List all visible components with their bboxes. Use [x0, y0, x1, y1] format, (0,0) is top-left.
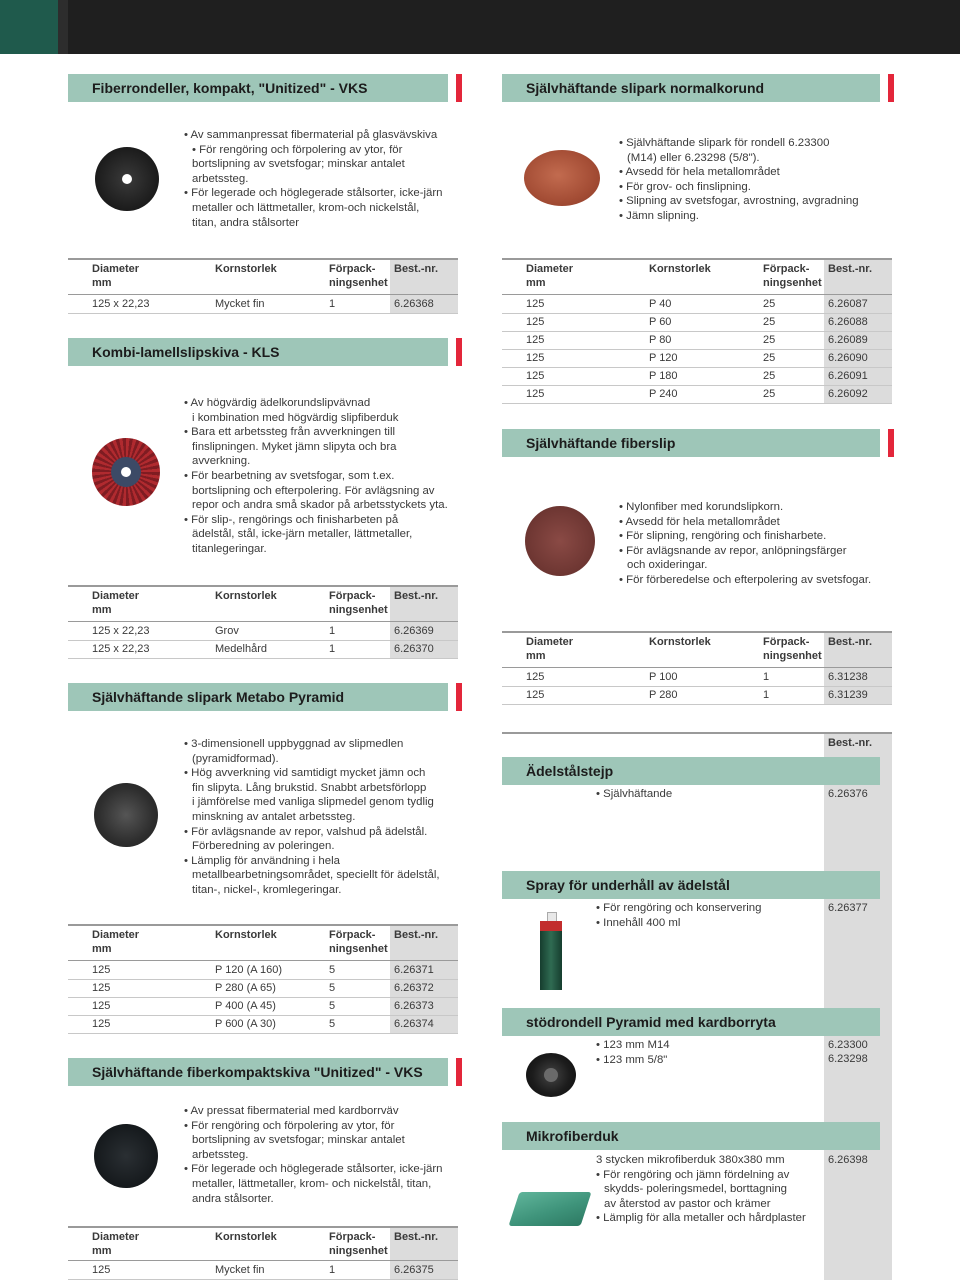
- feature-line: • Lämplig för alla metaller och hårdplaster: [596, 1212, 806, 1225]
- feature-line: fin slipyta. Lång brukstid. Snabbt arbetsförlopp: [192, 781, 427, 794]
- spray-can-image: [540, 912, 562, 990]
- feature-line: ädelstål, stål, icke-järn metaller, lättmetaller,: [192, 528, 413, 541]
- col-order: Best.-nr.: [394, 590, 439, 602]
- feature-line: • Av högvärdig ädelkorundslipvävnad: [184, 397, 371, 409]
- section-header-stodrondell: [502, 1008, 880, 1036]
- feature-list-s3: [184, 737, 440, 898]
- red-accent-bar: [456, 1058, 462, 1086]
- col-grit: Kornstorlek: [649, 263, 711, 275]
- top-bar-separator: [58, 0, 68, 54]
- table-row: 125 P 60 25 6.26088: [502, 313, 892, 332]
- feature-line: metaller, lättmetaller, krom- och nickelstål, titan,: [192, 1177, 432, 1190]
- backing-pad-image: [526, 1053, 576, 1097]
- feature-line: • Lämplig för användning i hela: [184, 854, 340, 867]
- col-order: Best.-nr.: [394, 929, 439, 941]
- red-accent-bar: [888, 74, 894, 102]
- feature-list-s4: [184, 1104, 443, 1206]
- red-accent-bar: [456, 683, 462, 711]
- feature-line: • För slipning, rengöring och finisharbete.: [619, 530, 827, 543]
- feature-line: • Nylonfiber med korundslipkorn.: [619, 501, 784, 513]
- feature-line: (pyramidformad).: [192, 752, 279, 765]
- col-grit: Kornstorlek: [215, 1231, 277, 1243]
- section-header-adelstalstejp: [502, 757, 880, 785]
- accessory-order-column-bg: [824, 732, 892, 1280]
- col-diameter: Diameter mm: [526, 636, 574, 662]
- feature-list-r4: [596, 901, 761, 930]
- table-row: 125 P 80 25 6.26089: [502, 331, 892, 350]
- red-accent-bar: [456, 338, 462, 366]
- col-grit: Kornstorlek: [215, 590, 277, 602]
- section-header-fiberslip: [502, 429, 880, 457]
- feature-line: • Självhäftande: [596, 788, 673, 800]
- feature-list-r2: [619, 500, 871, 588]
- col-diameter: Diameter mm: [526, 263, 574, 289]
- top-bar-teal-block: [0, 0, 58, 54]
- feature-line: • Bara ett arbetssteg från avverkningen till: [184, 426, 396, 439]
- feature-line: av återstod av pastor och krämer: [604, 1197, 771, 1210]
- section-title: Kombi-lamellslipskiva - KLS: [92, 344, 280, 360]
- feature-line: avverkning.: [192, 455, 251, 468]
- product-table-s1: [68, 258, 458, 314]
- feature-line: 3 stycken mikrofiberduk 380x380 mm: [596, 1154, 785, 1166]
- disc-hole: [122, 174, 132, 184]
- table-row: 125 P 40 25 6.26087: [502, 295, 892, 314]
- fiberslip-disc-image: [525, 506, 595, 576]
- feature-line: arbetssteg.: [192, 172, 249, 185]
- feature-line: • Innehåll 400 ml: [596, 916, 681, 929]
- col-order: Best.-nr.: [394, 1231, 439, 1243]
- feature-line: • För rengöring och jämn fördelning av: [596, 1168, 790, 1181]
- table-row: 125 x 22,23 Medelhård 1 6.26370: [68, 640, 458, 659]
- col-pack: Förpack- ningsenhet: [329, 263, 388, 289]
- feature-line: titanlegeringar.: [192, 542, 267, 555]
- col-pack: Förpack- ningsenhet: [329, 1231, 388, 1257]
- top-bar: [0, 0, 960, 54]
- col-grit: Kornstorlek: [649, 636, 711, 648]
- fiber-compact-disc-image: [94, 1124, 158, 1188]
- pyramid-disc-image: [94, 783, 158, 847]
- feature-line: och oxideringar.: [627, 559, 708, 572]
- feature-line: bortslipning av svetsfogar; minskar antalet: [192, 1134, 405, 1147]
- col-diameter: Diameter mm: [92, 929, 140, 955]
- red-accent-bar: [456, 74, 462, 102]
- feature-line: • För förberedelse och efterpolering av svetsfogar.: [619, 573, 872, 586]
- section-title: stödrondell Pyramid med kardborryta: [526, 1014, 776, 1030]
- feature-line: • För bearbetning av svetsfogar, som t.ex.: [184, 469, 395, 482]
- table-row: 125 P 240 25 6.26092: [502, 385, 892, 404]
- order-number: 6.26376: [828, 788, 868, 800]
- feature-line: finslipningen. Myket jämn slipyta och bra: [192, 440, 397, 453]
- feature-line: titan, andra stålsorter: [192, 216, 299, 229]
- col-order: Best.-nr.: [828, 636, 873, 648]
- section-header-mikrofiberduk: [502, 1122, 880, 1150]
- section-title: Mikrofiberduk: [526, 1128, 619, 1144]
- feature-line: • För legerade och höglegerade stålsorter, icke-järn: [184, 187, 443, 200]
- spray-cap: [540, 921, 562, 931]
- feature-line: andra stålsorter.: [192, 1192, 274, 1205]
- feature-line: • 123 mm M14: [596, 1039, 670, 1051]
- order-number: 6.26398: [828, 1154, 868, 1166]
- section-header-fiberrondeller: [68, 74, 448, 102]
- col-diameter: Diameter mm: [92, 1231, 140, 1257]
- col-pack: Förpack- ningsenhet: [763, 636, 822, 662]
- feature-line: arbetssteg.: [192, 1148, 249, 1161]
- table-row: 125 P 120 (A 160) 5 6.26371: [68, 961, 458, 980]
- section-title: Spray för underhåll av ädelstål: [526, 877, 730, 893]
- feature-line: • Slipning av svetsfogar, avrostning, avgradning: [619, 195, 859, 208]
- table-row: 125 Mycket fin 1 6.26375: [68, 1261, 458, 1280]
- table-row: 125 P 120 25 6.26090: [502, 349, 892, 368]
- table-row: 125 x 22,23 Mycket fin 1 6.26368: [68, 295, 458, 314]
- feature-list-r3: [596, 787, 672, 802]
- col-pack: Förpack- ningsenhet: [329, 590, 388, 616]
- table-row: 125 P 280 (A 65) 5 6.26372: [68, 979, 458, 998]
- feature-line: metaller och lättmetaller, krom-och nickelstål,: [192, 201, 420, 214]
- section-header-normalkorund: [502, 74, 880, 102]
- table-row: 125 x 22,23 Grov 1 6.26369: [68, 622, 458, 641]
- table-row: 125 P 400 (A 45) 5 6.26373: [68, 997, 458, 1016]
- table-row: 125 P 100 1 6.31238: [502, 668, 892, 687]
- feature-line: • För rengöring och förpolering av ytor, för: [192, 143, 403, 156]
- section-header-kombi: [68, 338, 448, 366]
- section-title: Självhäftande slipark normalkorund: [526, 80, 765, 96]
- product-table-r2: [502, 631, 892, 705]
- section-title: Självhäftande slipark Metabo Pyramid: [92, 689, 345, 705]
- feature-line: metallbearbetningsområdet, speciellt för ädelstål,: [192, 869, 440, 882]
- feature-line: • Av pressat fibermaterial med kardborrväv: [184, 1105, 399, 1117]
- order-number: 6.26377: [828, 902, 868, 914]
- feature-line: • Jämn slipning.: [619, 209, 699, 222]
- col-order-accessories: Best.-nr.: [828, 737, 873, 749]
- fiber-disc-image: [95, 147, 159, 211]
- feature-line: • 123 mm 5/8": [596, 1053, 668, 1066]
- microfiber-cloth-image: [508, 1192, 591, 1226]
- section-title: Ädelstålstejp: [526, 763, 614, 779]
- feature-list-r1: [619, 136, 859, 224]
- feature-line: (M14) eller 6.23298 (5/8").: [627, 151, 760, 164]
- feature-line: • Av sammanpressat fibermaterial på glasvävskiva: [184, 129, 438, 141]
- feature-line: • Avsedd för hela metallområdet: [619, 515, 780, 528]
- feature-line: i kombination med högvärdig slipfiberduk: [192, 411, 399, 424]
- feature-line: minskning av antalet arbetssteg.: [192, 810, 356, 823]
- feature-line: • För grov- och finslipning.: [619, 180, 751, 193]
- feature-line: • För legerade och höglegerade stålsorter, icke-järn: [184, 1163, 443, 1176]
- feature-line: skydds- poleringsmedel, borttagning: [604, 1183, 787, 1196]
- col-diameter: Diameter mm: [92, 263, 140, 289]
- flap-disc-image: [92, 438, 160, 506]
- product-table-s3: [68, 924, 458, 1034]
- feature-line: bortslipning och efterpolering. För avlägsning av: [192, 484, 435, 497]
- disc-hole: [121, 467, 131, 477]
- feature-list-r5: [596, 1038, 670, 1067]
- feature-line: • För rengöring och förpolering av ytor, för: [184, 1119, 395, 1132]
- section-title: Självhäftande fiberkompaktskiva "Unitized" - VKS: [92, 1064, 423, 1080]
- feature-line: • Självhäftande slipark för rondell 6.23300: [619, 137, 830, 149]
- col-pack: Förpack- ningsenhet: [763, 263, 822, 289]
- section-header-pyramid: [68, 683, 448, 711]
- feature-list-s2: [184, 396, 448, 557]
- feature-line: • Hög avverkning vid samtidigt mycket jämn och: [184, 767, 426, 780]
- table-row: 125 P 600 (A 30) 5 6.26374: [68, 1015, 458, 1034]
- feature-line: • För slip-, rengörings och finisharbeten på: [184, 513, 399, 526]
- spray-body: [540, 931, 562, 990]
- product-table-s2: [68, 585, 458, 659]
- order-number: 6.23300: [828, 1039, 868, 1051]
- feature-line: • För avlägsnande av repor, anlöpningsfärger: [619, 544, 847, 557]
- backing-pad-hub: [544, 1068, 558, 1082]
- feature-line: Förberedning av poleringen.: [192, 840, 335, 853]
- col-order: Best.-nr.: [394, 263, 439, 275]
- feature-line: • Avsedd för hela metallområdet: [619, 166, 780, 179]
- feature-line: i jämförelse med vanliga slipmedel genom tydlig: [192, 796, 434, 809]
- table-row: 125 P 280 1 6.31239: [502, 686, 892, 705]
- feature-line: repor och andra små skador på arbetsstyckets yta.: [192, 499, 448, 512]
- product-table-s4: [68, 1226, 458, 1280]
- section-header-spray: [502, 871, 880, 899]
- col-grit: Kornstorlek: [215, 929, 277, 941]
- table-row: 125 P 180 25 6.26091: [502, 367, 892, 386]
- section-title: Självhäftande fiberslip: [526, 435, 676, 451]
- sanding-sheet-image: [524, 150, 600, 206]
- feature-line: • För rengöring och konservering: [596, 902, 762, 914]
- feature-list-r6: [596, 1153, 806, 1226]
- col-diameter: Diameter mm: [92, 590, 140, 616]
- red-accent-bar: [888, 429, 894, 457]
- section-header-fiberkompakt: [68, 1058, 448, 1086]
- feature-line: • För avlägsnande av repor, valshud på ädelstål.: [184, 825, 428, 838]
- col-order: Best.-nr.: [828, 263, 873, 275]
- feature-line: • 3-dimensionell uppbyggnad av slipmedlen: [184, 738, 404, 750]
- order-number: 6.23298: [828, 1053, 868, 1065]
- section-title: Fiberrondeller, kompakt, "Unitized" - VKS: [92, 80, 368, 96]
- feature-line: titan-, nickel-, kromlegeringar.: [192, 883, 342, 896]
- col-grit: Kornstorlek: [215, 263, 277, 275]
- product-table-r1: [502, 258, 892, 404]
- feature-list-s1: [184, 128, 443, 230]
- feature-line: bortslipning av svetsfogar; minskar antalet: [192, 158, 405, 171]
- col-pack: Förpack- ningsenhet: [329, 929, 388, 955]
